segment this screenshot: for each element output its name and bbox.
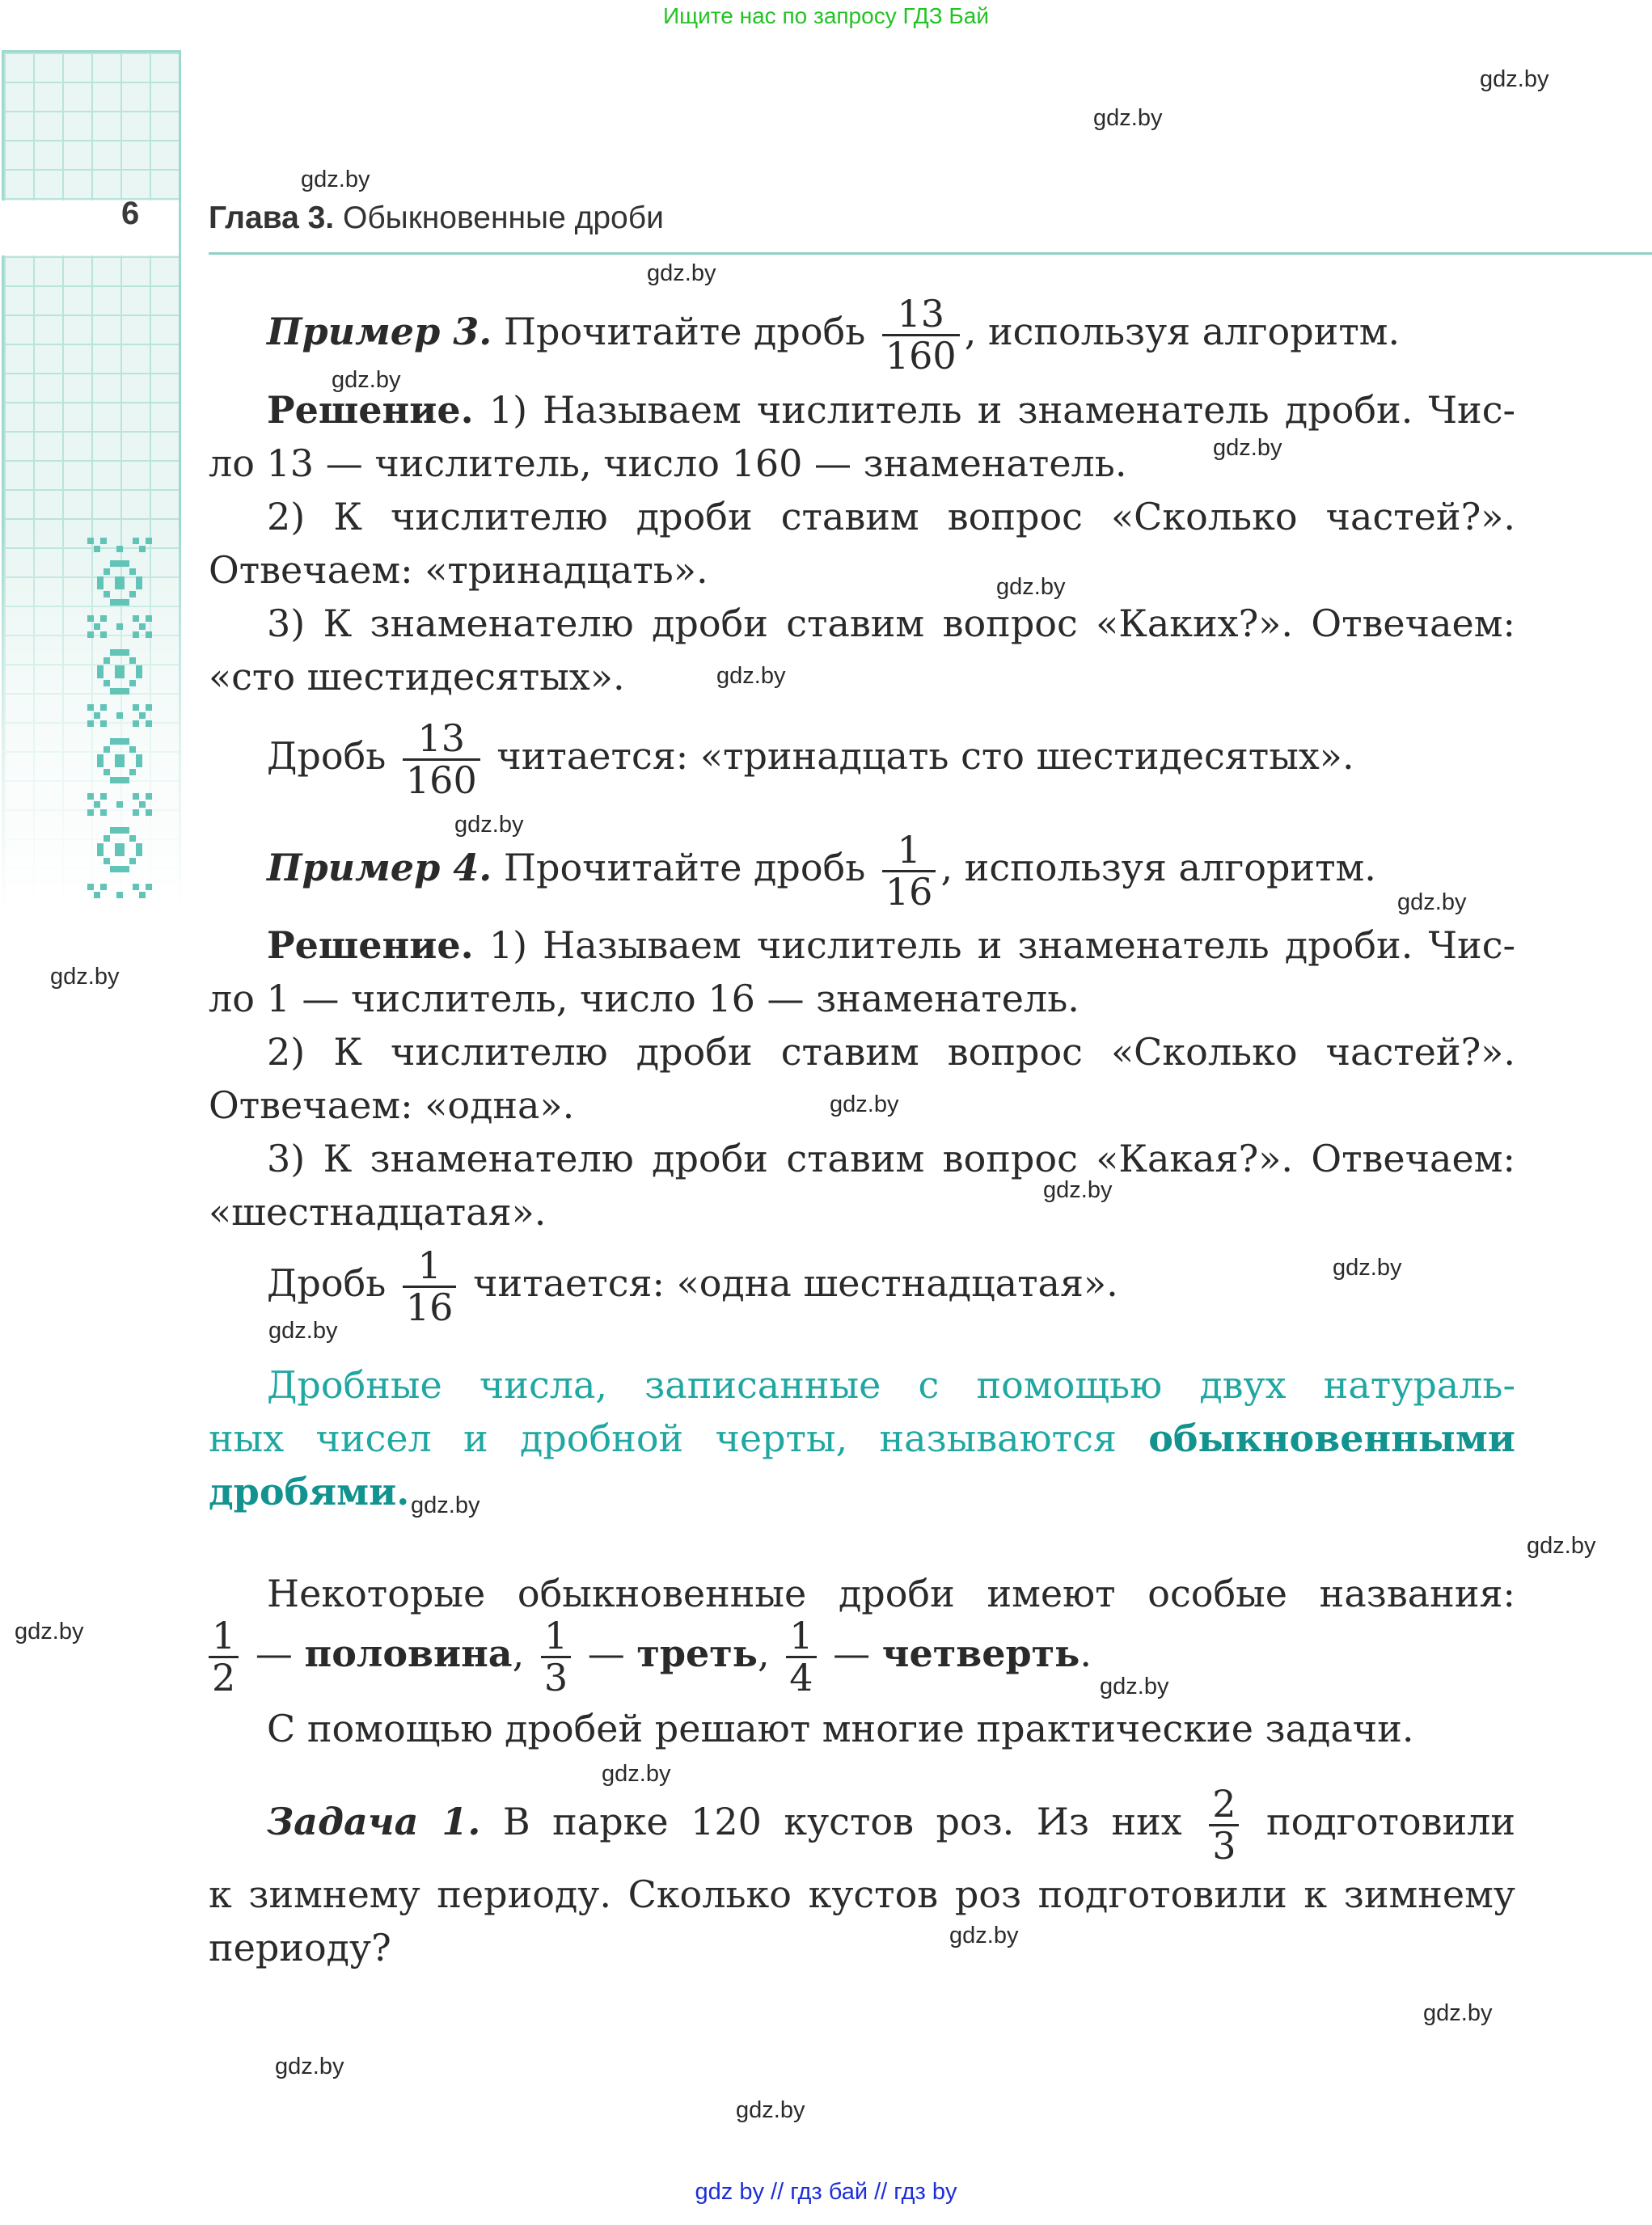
fraction-half: $\frac{1}{2}$: [209, 1616, 239, 1697]
top-banner[interactable]: Ищите нас по запросу ГДЗ Бай: [662, 3, 990, 28]
watermark: gdz.by: [332, 367, 401, 393]
practical-line: С помощью дробей решают многие практические задачи.: [267, 1707, 1414, 1750]
footer-link-2[interactable]: гдз бай: [790, 2179, 868, 2205]
name-third: треть: [636, 1632, 758, 1675]
example4-step1-b: ло 1 — числитель, число 16 — знаменатель.: [209, 977, 1080, 1020]
example3-result-fraction: $\frac{13}{160}$: [403, 719, 480, 800]
example4-step3-a: 3) К знаменателю дроби ставим вопрос «Какая?». Отвечаем:: [267, 1137, 1515, 1180]
task1-fraction: $\frac{2}{3}$: [1209, 1784, 1239, 1865]
example3-tail: , используя алгоритм.: [964, 310, 1401, 353]
special-intro: Некоторые обыкновенные дроби имеют особые названия:: [267, 1572, 1515, 1615]
definition-line-1: Дробные числа, записанные с помощью двух натураль-: [267, 1363, 1515, 1407]
example3-step2-b: Отвечаем: «тринадцать».: [209, 548, 708, 592]
special-names: $\frac{1}{2}$ — половина, $\frac{1}{3}$ — треть, $\frac{1}{4}$ — четверть.: [209, 1609, 1515, 1698]
example3-step1-b: ло 13 — числитель, число 160 — знаменатель.: [209, 441, 1127, 485]
watermark: gdz.by: [1397, 889, 1467, 915]
watermark: gdz.by: [275, 2054, 344, 2079]
watermark: gdz.by: [1480, 66, 1549, 92]
footer-links: [0, 2179, 1652, 2206]
watermark: gdz.by: [647, 260, 716, 286]
example3-heading-line: [267, 287, 1515, 376]
chapter-label: Глава 3.: [209, 201, 335, 235]
example3-result: Дробь $\frac{13}{160}$ читается: «тринадцать сто шестидесятых».: [267, 716, 1354, 802]
example3-step2-a: 2) К числителю дроби ставим вопрос «Сколько частей?».: [267, 495, 1515, 538]
footer-link-1[interactable]: gdz by: [695, 2179, 764, 2205]
watermark: gdz.by: [1423, 2000, 1493, 2026]
watermark: gdz.by: [949, 1923, 1019, 1948]
example4-tail: , используя алгоритм.: [940, 846, 1376, 889]
task1-line-1: Задача 1. В парке 120 кустов роз. Из них $\frac{2}{3}$ подготовили: [267, 1782, 1516, 1868]
definition-term-end: дробями.: [209, 1470, 410, 1514]
chapter-title: Обыкновенные дроби: [343, 201, 664, 235]
watermark: gdz.by: [454, 812, 524, 838]
watermark: gdz.by: [1093, 105, 1163, 131]
task1-heading: Задача 1.: [267, 1800, 481, 1843]
watermark: gdz.by: [996, 574, 1066, 600]
footer-separator: //: [874, 2179, 888, 2205]
example3-intro: Прочитайте дробь: [503, 310, 866, 353]
example4-heading: Пример 4.: [267, 846, 492, 889]
name-quarter: четверть: [881, 1632, 1080, 1675]
definition-term: обыкновенными: [1148, 1416, 1515, 1460]
watermark: gdz.by: [268, 1318, 338, 1344]
example4-intro: Прочитайте дробь: [503, 846, 866, 889]
example4-result: Дробь $\frac{1}{16}$ читается: «одна шестнадцатая».: [267, 1243, 1118, 1329]
fraction-quarter: $\frac{1}{4}$: [786, 1616, 816, 1697]
definition-line-3: [209, 1465, 1515, 1518]
example3-step3-a: 3) К знаменателю дроби ставим вопрос «Каких?». Отвечаем:: [267, 602, 1515, 645]
fraction-third: $\frac{1}{3}$: [541, 1616, 571, 1697]
chapter-header: [209, 201, 664, 236]
task1-line-2: к зимнему периоду. Сколько кустов роз подготовили к зимнему: [209, 1872, 1515, 1916]
watermark: gdz.by: [716, 663, 786, 689]
watermark: gdz.by: [1043, 1177, 1113, 1203]
example3-fraction: $\frac{13}{160}$: [882, 294, 960, 375]
example4-fraction: $\frac{1}{16}$: [882, 830, 936, 911]
watermark: gdz.by: [602, 1761, 671, 1787]
watermark: gdz.by: [736, 2097, 805, 2123]
watermark: gdz.by: [15, 1619, 84, 1644]
watermark: gdz.by: [1527, 1533, 1596, 1559]
footer-separator: //: [771, 2179, 784, 2205]
watermark: gdz.by: [411, 1492, 480, 1518]
example4-result-fraction: $\frac{1}{16}$: [403, 1246, 457, 1327]
task1-line-3: периоду?: [209, 1926, 391, 1970]
example4-step2-a: 2) К числителю дроби ставим вопрос «Сколько частей?».: [267, 1030, 1515, 1074]
watermark: gdz.by: [301, 167, 370, 192]
example3-step3-b: «сто шестидесятых».: [209, 655, 625, 699]
watermark: gdz.by: [830, 1091, 899, 1117]
watermark: gdz.by: [1100, 1674, 1169, 1699]
name-half: половина: [304, 1632, 513, 1675]
example4-step2-b: Отвечаем: «одна».: [209, 1083, 575, 1127]
example4-step1-a: Решение. 1) Называем числитель и знаменатель дроби. Чис-: [267, 923, 1516, 967]
example3-step1-a: Решение. 1) Называем числитель и знаменатель дроби. Чис-: [267, 388, 1516, 432]
example3-heading: Пример 3.: [267, 310, 492, 353]
header-rule: [209, 252, 1652, 255]
definition-line-2: ных чисел и дробной черты, называются обыкновенными: [209, 1416, 1515, 1460]
example4-step3-b: «шестнадцатая».: [209, 1190, 547, 1234]
watermark: gdz.by: [50, 964, 120, 990]
page-number-band: [2, 201, 179, 255]
footer-link-3[interactable]: гдз by: [894, 2179, 957, 2205]
watermark: gdz.by: [1213, 435, 1282, 461]
page-number: 6: [121, 196, 140, 231]
watermark: gdz.by: [1333, 1255, 1402, 1281]
ornament-icon: [87, 538, 152, 910]
